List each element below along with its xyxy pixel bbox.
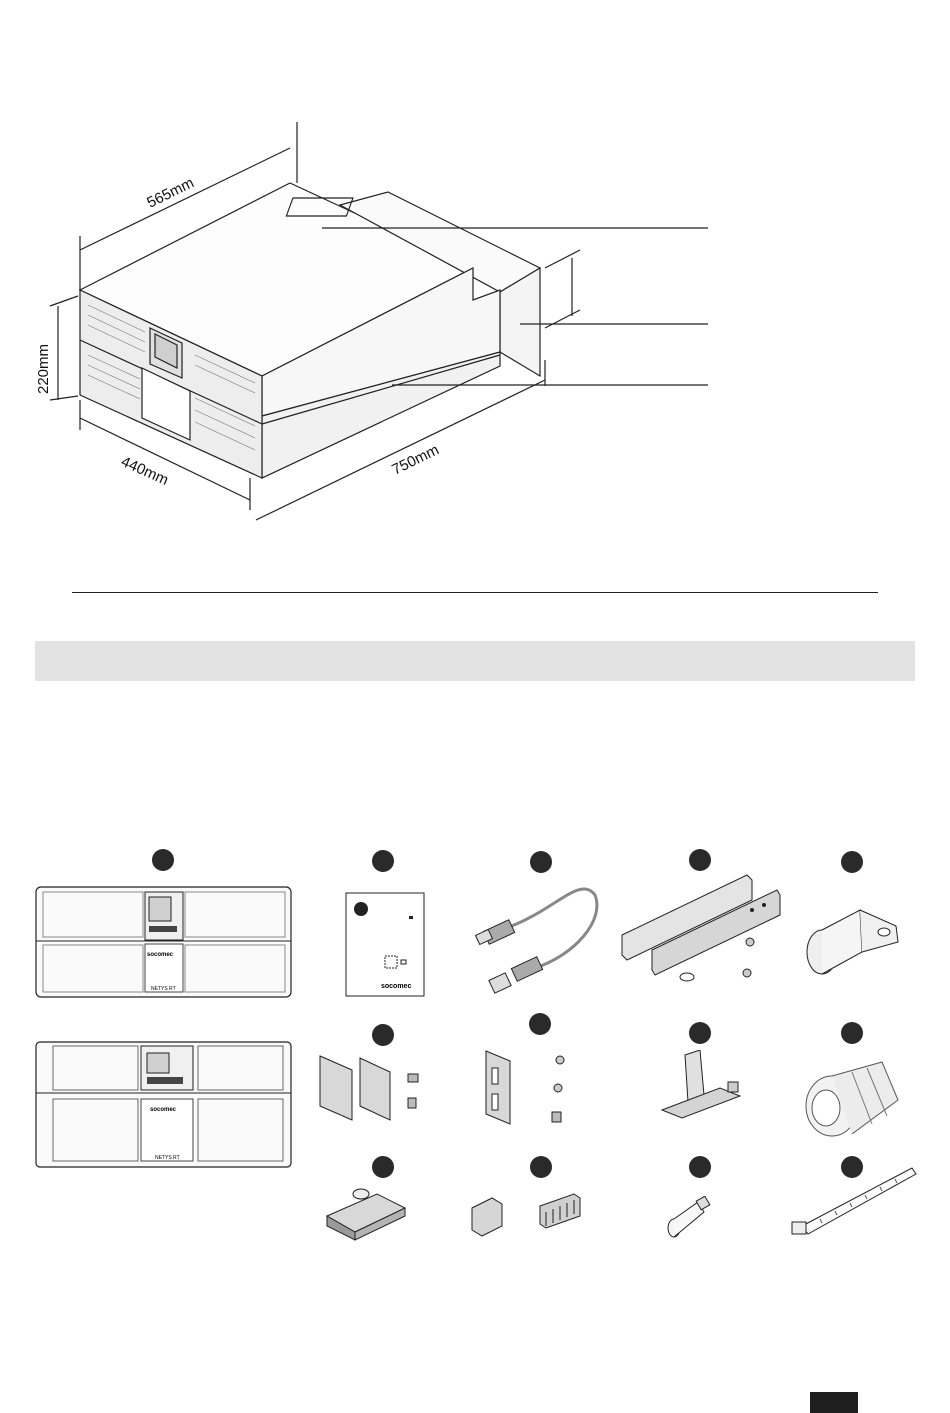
usb-cable-icon <box>475 880 603 1000</box>
ferrule-icon <box>664 1196 714 1240</box>
dim-750-label: 750mm <box>389 441 442 479</box>
angle-brackets-icon <box>482 1046 582 1126</box>
item-marker <box>372 1156 394 1178</box>
item-marker <box>529 1013 551 1035</box>
rail-kit-icon <box>612 870 782 990</box>
ups-dimension-drawing <box>0 0 950 560</box>
item-marker <box>689 849 711 871</box>
dim-565-label: 565mm <box>144 174 197 212</box>
cable-gland <box>802 1054 902 1142</box>
item-marker <box>372 1024 394 1046</box>
cable-lug-icon <box>800 894 900 980</box>
ups-unit-front-1 <box>35 886 292 998</box>
item-marker <box>689 1022 711 1044</box>
item-marker <box>530 851 552 873</box>
cable-lug <box>800 894 900 980</box>
cable-support-icon <box>660 1050 750 1120</box>
rail-kit <box>612 870 782 990</box>
cable-tie-icon <box>790 1164 918 1242</box>
ferrule <box>664 1196 714 1240</box>
item-marker <box>530 1156 552 1178</box>
section-heading-band <box>35 641 915 681</box>
item-marker <box>841 1022 863 1044</box>
section-divider <box>72 592 878 593</box>
brand-label: socomec <box>150 1107 177 1113</box>
item-marker <box>372 850 394 872</box>
ups-unit-icon <box>35 886 292 998</box>
terminal-connectors <box>470 1192 582 1238</box>
cable-gland-icon <box>802 1054 902 1142</box>
item-marker <box>152 849 174 871</box>
cable-tie <box>790 1164 918 1242</box>
mounting-brackets <box>316 1048 436 1123</box>
ups-unit-icon <box>35 1041 292 1168</box>
bracket-clamp <box>325 1186 407 1241</box>
model-label: NETYS RT <box>155 1155 180 1161</box>
quick-guide-booklet <box>345 892 425 997</box>
brand-label: socomec <box>147 952 174 958</box>
ups-unit-front-2 <box>35 1041 292 1168</box>
bracket-clamp-icon <box>325 1186 407 1241</box>
dim-440-label: 440mm <box>118 453 171 490</box>
angle-brackets <box>482 1046 582 1126</box>
item-marker <box>689 1156 711 1178</box>
usb-cable <box>475 880 603 1000</box>
model-label: NETYS RT <box>151 986 176 992</box>
dim-220-label: 220mm <box>35 343 52 394</box>
terminal-connectors-icon <box>470 1192 582 1238</box>
page-number-tab <box>810 1392 858 1413</box>
cable-support <box>660 1050 750 1120</box>
mounting-brackets-icon <box>316 1048 436 1123</box>
brand-label: socomec <box>381 983 412 990</box>
item-marker <box>841 851 863 873</box>
quick-guide-icon <box>345 892 425 997</box>
